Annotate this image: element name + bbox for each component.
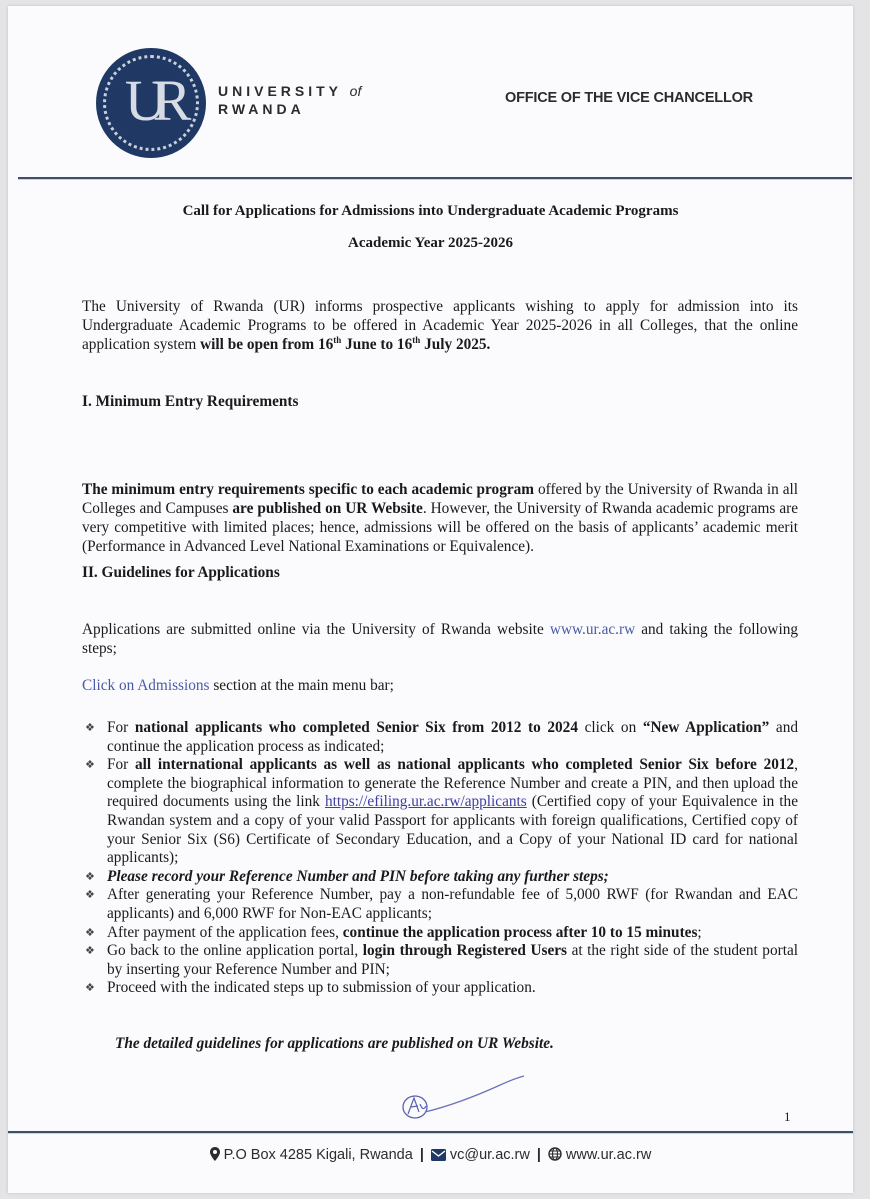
applications-paragraph: Applications are submitted online via the University of Rwanda website www.ur.ac.rw and taking the following steps; bbox=[82, 621, 798, 657]
diamond-bullet-icon: ❖ bbox=[85, 722, 95, 734]
footer-divider bbox=[8, 1131, 853, 1133]
envelope-icon bbox=[431, 1149, 446, 1165]
list-item: ❖ After generating your Reference Number, pay a non-refundable fee of 5,000 RWF (for Rwandan and EAC applicants) and 6,000 RWF for Non-EAC applicants; bbox=[85, 886, 798, 922]
list-item: ❖ For all international applicants as well as national applicants who completed Senior Six before 2012, complete the biographical information to generate the Reference Number and create a PIN, and then upload the required documents using the link https://efiling.ur.ac.rw/applicants (Certified copy of your Equivalence in the Rwandan system and a copy of your valid Passport for applicants with foreign qualifications, Certified copy of your Senior Six (S6) Certificate of Secondary Education, and a Copy of your National ID card for national applicants); bbox=[85, 756, 798, 867]
logo-monogram: UR bbox=[124, 68, 178, 133]
list-item: ❖ Please record your Reference Number and PIN before taking any further steps; bbox=[85, 867, 609, 885]
footer-website[interactable]: www.ur.ac.rw bbox=[565, 1147, 652, 1163]
footer-email[interactable]: vc@ur.ac.rw bbox=[449, 1147, 530, 1163]
intro-paragraph: The University of Rwanda (UR) informs prospective applicants wishing to apply for admission into its Undergraduate Academic Programs to be offered in Academic Year 2025-2026 in all Colleges, that the online application system will be open from 16th June to 16th July 2025. bbox=[82, 298, 798, 353]
document-title: Call for Applications for Admissions into Undergraduate Academic Programs bbox=[182, 203, 679, 219]
website-link[interactable]: www.ur.ac.rw bbox=[549, 621, 636, 638]
signature-icon bbox=[398, 1074, 538, 1124]
diamond-bullet-icon: ❖ bbox=[85, 759, 95, 772]
diamond-bullet-icon: ❖ bbox=[85, 945, 95, 958]
section-heading-guidelines: II. Guidelines for Applications bbox=[82, 564, 280, 581]
closing-note: The detailed guidelines for applications are published on UR Website. bbox=[115, 1035, 554, 1052]
diamond-bullet-icon: ❖ bbox=[85, 870, 95, 883]
section-heading-entry-requirements: I. Minimum Entry Requirements bbox=[82, 393, 299, 410]
page-number: 1 bbox=[784, 1109, 791, 1124]
list-item: ❖ Proceed with the indicated steps up to submission of your application. bbox=[85, 979, 536, 997]
location-pin-icon bbox=[210, 1147, 220, 1165]
header-divider bbox=[18, 177, 852, 179]
signature bbox=[398, 1074, 538, 1129]
efiling-link[interactable]: https://efiling.ur.ac.rw/applicants bbox=[324, 793, 527, 811]
footer-contact: P.O Box 4285 Kigali, Rwanda | vc@ur.ac.rw | www.ur.ac.rw bbox=[8, 1147, 853, 1165]
diamond-bullet-icon: ❖ bbox=[85, 926, 95, 939]
application-steps-list bbox=[82, 719, 798, 998]
diamond-bullet-icon: ❖ bbox=[85, 982, 95, 995]
university-logo bbox=[96, 48, 206, 158]
diamond-bullet-icon: ❖ bbox=[85, 889, 95, 902]
entry-requirements-paragraph: The minimum entry requirements specific to each academic program offered by the University of Rwanda in all Colleges and Campuses are published on UR Website. However, the University of Rwanda academic programs are very competitive with limited places; hence, admissions will be offered on the basis of applicants’ academic merit (Performance in Advanced Level National Examinations or Equivalence). bbox=[82, 481, 798, 555]
document-subtitle: Academic Year 2025-2026 bbox=[348, 235, 513, 251]
admissions-link[interactable]: Click on Admissions bbox=[82, 677, 210, 694]
globe-icon bbox=[548, 1147, 562, 1165]
document-page bbox=[8, 6, 853, 1193]
office-title: OFFICE OF THE VICE CHANCELLOR bbox=[505, 90, 753, 106]
university-name: UNIVERSITY of RWANDA bbox=[218, 83, 362, 117]
list-item: ❖ For national applicants who completed Senior Six from 2012 to 2024 click on “New Application” and continue the application process as indicated; bbox=[85, 719, 799, 755]
list-item: ❖ Go back to the online application portal, login through Registered Users at the right side of the student portal by inserting your Reference Number and PIN; bbox=[85, 942, 798, 978]
footer-address: P.O Box 4285 Kigali, Rwanda bbox=[223, 1147, 413, 1163]
admissions-instruction: Click on Admissions section at the main menu bar; bbox=[82, 677, 394, 694]
list-item: ❖ After payment of the application fees, continue the application process after 10 to 15 minutes; bbox=[85, 923, 702, 941]
